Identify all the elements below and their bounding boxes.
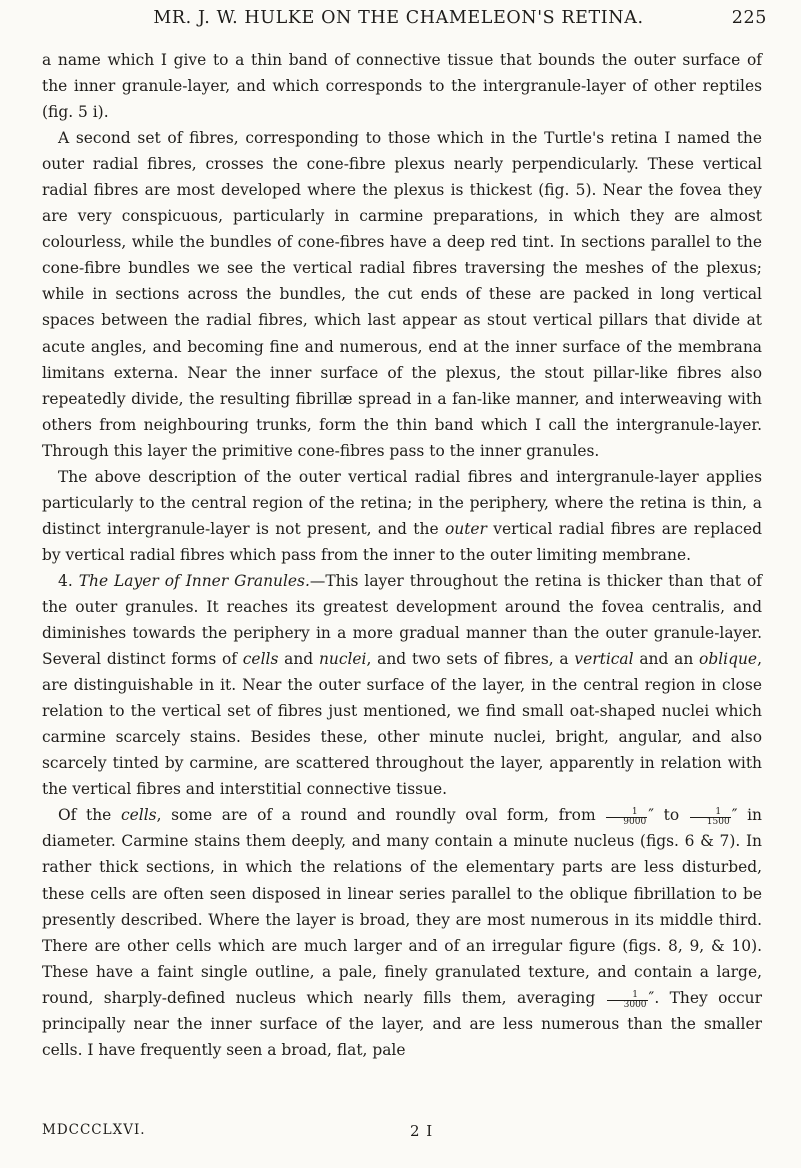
- body-text: [42, 47, 762, 1063]
- section-number: 4.: [58, 571, 79, 590]
- paragraph-2: A second set of fibres, corresponding to those which in the Turtle's retina I named the outer radial fibres, crosses the cone-fibre plexus nearly perpendicularly. These vertical radial fibres are most developed where the plexus is thickest (fig. 5). Near the fovea they are very conspicuous, particularly in carmine preparations, in which they are almost colourless, while the bundles of cone-fibres have a deep red tint. In sections parallel to the cone-fibre bundles we see the vertical radial fibres traversing the meshes of the plexus; while in sections across the bundles, the cut ends of these are packed in long vertical spaces between the radial fibres, which last appear as stout vertical pillars that divide at acute angles, and becoming fine and numerous, end at the inner surface of the membrana limitans externa. Near the inner surface of the plexus, the stout pillar-like fibres also repeatedly divide, the resulting fibrillæ spread in a fan-like manner, and interweaving with others from neighbouring trunks, form the thin band which I call the intergranule-layer. Through this layer the primitive cone-fibres pass to the inner granules.: [42, 129, 762, 460]
- paragraph-5: Of the cells, some are of a round and roundly oval form, from $\frac{1}{9000}$ ″ to $\frac{1}{1500}$ ″ in diameter. Carmine stains them deeply, and many contain a minute nucleus (figs. 6 & 7). In rather thick sections, in which the relations of the elementary parts are less disturbed, these cells are often seen disposed in linear series parallel to the oblique fibrillation to be presently described. Where the layer is broad, they are most numerous in its middle third. There are other cells which are much larger and of an irregular figure (figs. 8, 9, & 10). These have a faint single outline, a pale, finely granulated texture, and contain a large, round, sharply-defined nucleus which nearly fills them, averaging $\frac{1}{3000}$ ″. They occur principally near the inner surface of the layer, and are less numerous than the smaller cells. I have frequently seen a broad, flat, pale: [42, 806, 763, 1059]
- paragraph-3: The above description of the outer vertical radial fibres and intergranule-layer applies particularly to the central region of the retina; in the periphery, where the retina is thin, a distinct intergranule-layer is not present, and the outer vertical radial fibres are replaced by vertical radial fibres which pass from the inner to the outer limiting membrane.: [42, 467, 762, 564]
- fraction-one-fifteenhundredth: $\frac{1}{1500}$: [690, 808, 731, 827]
- fraction-one-threethousandth: $\frac{1}{3000}$: [607, 991, 648, 1010]
- emphasis-outer: outer: [444, 519, 487, 538]
- fraction-one-ninethousandth: $\frac{1}{9000}$: [606, 808, 647, 827]
- volume-year: MDCCCLXVI.: [42, 1122, 146, 1138]
- running-header: [30, 8, 767, 44]
- paragraph-4: 4. The Layer of Inner Granules.—This layer throughout the retina is thicker than that of the outer granules. It reaches its greatest development around the fovea centralis, and diminishes towards the periphery in a more gradual manner than the outer granule-layer. Several distinct forms of cells and nuclei, and two sets of fibres, a vertical and an oblique, are distinguishable in it. Near the outer surface of the layer, in the central region in close relation to the vertical set of fibres just mentioned, we find small oat-shaped nuclei which carmine scarcely stains. Besides these, other minute nuclei, bright, angular, and also scarcely tinted by carmine, are scattered throughout the layer, apparently in relation with the vertical fibres and interstitial connective tissue.: [42, 571, 762, 799]
- paragraph-1: a name which I give to a thin band of connective tissue that bounds the outer surface of the inner granule-layer, and which corresponds to the intergranule-layer of other reptiles (fig. 5 i).: [42, 51, 762, 122]
- page-footer: [42, 1122, 762, 1146]
- signature-mark: 2 I: [410, 1122, 434, 1140]
- page-number: 225: [731, 8, 767, 28]
- running-title: MR. J. W. HULKE ON THE CHAMELEON'S RETINA.: [153, 8, 644, 28]
- section-heading: The Layer of Inner Granules.: [78, 571, 310, 590]
